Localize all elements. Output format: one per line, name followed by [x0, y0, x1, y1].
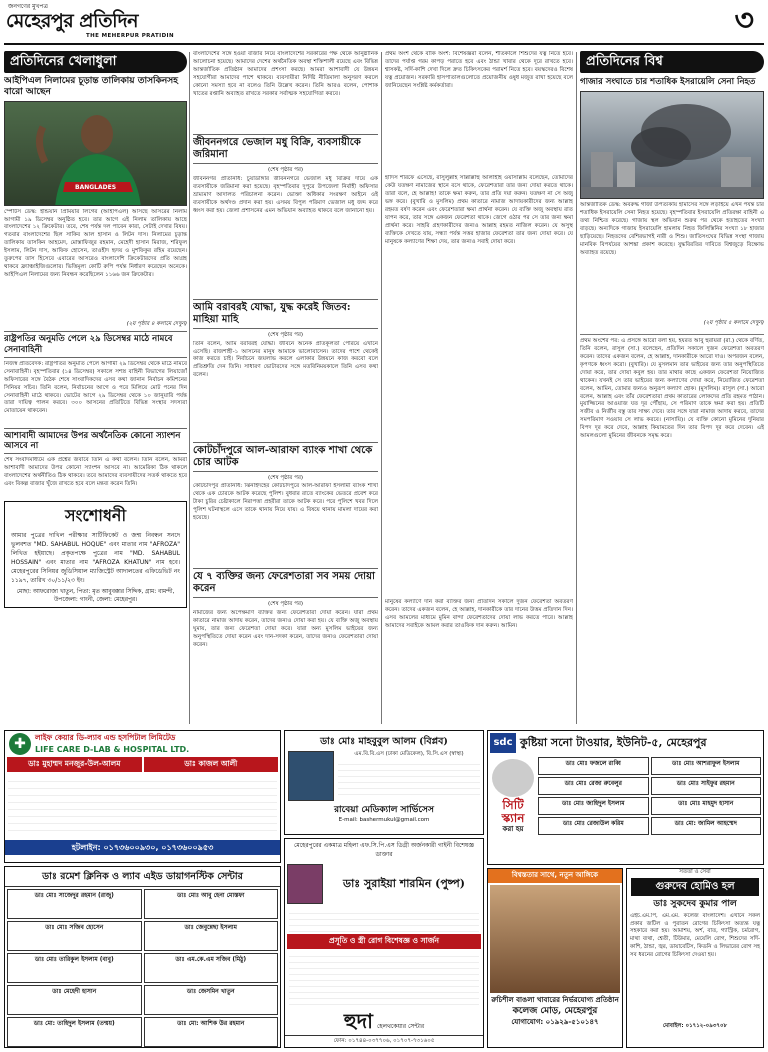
- newspaper-logo-english: THE MEHERPUR PRATIDIN: [86, 33, 175, 39]
- doctor-card: ডাঃ মেহেদী হাসান: [7, 985, 142, 1015]
- kushtia-header: [488, 731, 763, 755]
- doctor-name: ডাঃ মুহাম্মদ মনজুর-উল-আলম: [7, 757, 142, 772]
- correction-text: আমার পুত্রের দাখিল পরীক্ষার সার্টিফিকেট ও জন্ম নিবন্ধন সনদে ভুলবশত "MD. SAHABUL HOQUE" এবং মাতার নাম "AFROZA" লিখিত হইয়াছে। প্রকৃতপক্ষে পুত্রের নাম "MD. SAHABUL HOSSAIN" এবং মাতার নাম "AFROZA KHATUN" নাম হবে। মেহেরপুরের সিনিয়র জুডিসিয়াল ম্যাজিস্ট্রেট আদালতের এফিডেভিট নং ১১৯৭, তারিখ ৩০/১১/২৩ ইং।: [11, 531, 180, 584]
- doctor-photo: [288, 751, 334, 801]
- doctor-degrees: [289, 908, 479, 932]
- honey-story: জীবননগর প্রতিনিধি: চুয়াডাঙ্গার জীবননগরে ভেজাল মধু বিক্রির দায়ে এক ব্যবসায়ীকে জরিমানা করা হয়েছে। বৃহস্পতিবার দুপুরে উপজেলা নির্বাহী অফিসার ভ্রাম্যমাণ আদালত পরিচালনা করেন। ভোক্তা অধিকার সংরক্ষণ আইনে ওই ব্যবসায়ীকে অর্থদণ্ড প্রদান করা হয়। এসময় বিপুল পরিমাণ ভেজাল মধু জব্দ করে ধ্বংস করা হয়। জেলা প্রশাসনের এমন অভিযান অব্যাহত থাকবে বলে জানানো হয়।: [193, 175, 378, 214]
- doctor-card: ডাঃ মোঃ মাহমুদ হাসান: [651, 797, 762, 815]
- doctor-card: ডাঃ মো: জামিল আহম্মেদ: [651, 817, 762, 835]
- doctor-name: ডাঃ কাজল আলী: [144, 757, 279, 772]
- mahi-byline: (শেষ পৃষ্ঠার পর): [267, 331, 303, 338]
- doctor-card: ডাঃ মোঃ তারিকুল ইসলাম (বাবু): [7, 953, 142, 983]
- doctor-degree: এম.বি.বি.এস (ঢাকা মেডিকেল), বি.সি.এস (স্বাস্থ্য): [354, 751, 464, 758]
- ramesh-doctor-grid: [5, 887, 280, 1048]
- doctor-name: ডাঃ সুকদেব কুমার পাল: [653, 898, 737, 909]
- clinic-email[interactable]: E-mail: bashermukul@gmail.com: [338, 817, 430, 824]
- page-number: ৩: [734, 3, 754, 38]
- hospital-name: হুদা: [343, 1008, 373, 1033]
- gaza-story: আন্তর্জাতিক ডেস্ক: অবরুদ্ধ গাজা উপত্যকায় হামাসের সঙ্গে লড়াইয়ে এখন পর্যন্ত চার শতাধিক ইসরায়েলি সেনা নিহত হয়েছে। বৃহস্পতিবার ইসরায়েলি প্রতিরক্ষা বাহিনী এ তথ্য নিশ্চিত করেছে। গাজায় স্থল অভিযান শুরুর পর থেকে হতাহতের সংখ্যা বাড়ছে। অন্যদিকে গাজায় ইসরায়েলি হামলায় নিহত ফিলিস্তিনির সংখ্যা ১৮ হাজার ছাড়িয়েছে। নিহতদের বেশিরভাগই নারী ও শিশু। জাতিসংঘের বিভিন্ন সংস্থা গাজায় মানবিক বিপর্যয়ের আশঙ্কা প্রকাশ করেছে। যুদ্ধবিরতির দাবিতে বিশ্বজুড়ে বিক্ষোভ অব্যাহত রয়েছে।: [580, 202, 764, 256]
- doctor-specialty: প্রসূতি ও স্ত্রী রোগ বিশেষজ্ঞ ও সার্জন: [287, 934, 481, 949]
- hospital-sub: হেলথকেয়ার সেন্টার: [376, 1022, 425, 1030]
- ramesh-title: ডাঃ রমেশ ক্লিনিক ও ল্যাব এইড ডায়াগনস্টিক সেন্টার: [5, 867, 280, 887]
- sports-banner: প্রতিদিনের খেলাধুলা: [4, 51, 187, 73]
- lifecare-doctors: [5, 757, 280, 772]
- restaurant-ad[interactable]: [487, 868, 623, 1048]
- sdc-logo: sdc: [490, 733, 516, 753]
- newspaper-logo[interactable]: মেহেরপুর প্রতিদিন: [6, 10, 138, 32]
- doctor-photo: [287, 864, 323, 904]
- world-banner: প্রতিদিনের বিশ্ব: [580, 51, 764, 73]
- lifecare-title-en: LIFE CARE D-LAB & HOSPITAL LTD.: [35, 744, 190, 754]
- surayia-ad[interactable]: [284, 838, 484, 1048]
- ramesh-clinic-ad[interactable]: [4, 866, 281, 1048]
- ct-scan-label: সিটি স্ক্যান: [501, 798, 525, 826]
- army-story: নিজস্ব প্রতিবেদক: রাষ্ট্রপতির অনুমতি পেলে আগামী ২৯ ডিসেম্বর থেকে মাঠে নামবে সেনাবাহিনী। বৃহস্পতিবার (১৪ ডিসেম্বর) সকালে সশস্ত্র বাহিনী বিভাগের লিয়াজোঁ অফিসারের সঙ্গে বৈঠক শেষে সাংবাদিকদের এসব কথা জানান নির্বাচন কমিশনের সিনিয়র সচিব। তিনি বলেন, নির্বাচনের আগে ও পরে মিলিয়ে মোট পনের দিন সেনাবাহিনী মাঠে থাকবে। ভোটের আগে ২৯ ডিসেম্বর থেকে ১০ জানুয়ারি পর্যন্ত তারা দায়িত্ব পালন করবে। ৩০০ আসনের প্রতিটিতে বিভিন্ন সংস্থার সদস্যরা মোতায়েন থাকবেন।: [4, 360, 187, 415]
- restaurant-tag: বিশ্বস্ততার সাথে, নতুন আঙ্গিকে: [488, 869, 622, 883]
- tagline: জনগণের মুখপত্র: [8, 3, 48, 10]
- doctor-card: ডাঃ জেসমিন খাতুন: [144, 985, 279, 1015]
- sanction-story: শেষ সংবাদমাধ্যমে এক প্রশ্নের জবাবে তিনি এ কথা বলেন। তিনি বলেন, আমরা আশাবাদী আমাদের উপর কোনো স্যাংশন আসবে না। আমেরিকা ঠিক থাকলে বাংলাদেশের অর্থনীতিও ঠিক থাকবে। তবে আমাদের ব্যবসায়ীদের সতর্ক থাকতে হবে এবং বিকল্প বাজার খুঁজে রাখতে হবে বলে মন্তব্য করেন তিনি।: [4, 457, 187, 487]
- cross-icon: ✚: [9, 733, 31, 755]
- homeo-title: গুরুদেব হোমিও হল: [631, 878, 759, 896]
- hospital-logo: [285, 1007, 483, 1035]
- mahbubul-body: [285, 748, 483, 804]
- homeo-phone[interactable]: মোবাইল: ০১৭১২-০৯৩৭০৮: [662, 1022, 728, 1029]
- restaurant-photo: [490, 885, 620, 993]
- kushtia-title: কুষ্টিয়া সনো টাওয়ার, ইউনিট-৫, মেহেরপুর: [520, 736, 707, 750]
- column-divider: [576, 52, 577, 724]
- homeo-ad[interactable]: [626, 868, 764, 1048]
- homeo-top: সততা ও সেবা: [679, 869, 711, 875]
- headline-mahi[interactable]: আমি বরাবরই যোদ্ধা, যুদ্ধ করেই জিতব: মাহিয়া মাহি: [193, 299, 378, 329]
- ct-scan-block: [490, 757, 536, 835]
- headline-ipl[interactable]: আইপিএল নিলামের চূড়ান্ত তালিকায় তাসকিনসহ বারো আছেন: [4, 76, 178, 97]
- lifecare-ad[interactable]: [4, 730, 281, 863]
- honey-byline: (শেষ পৃষ্ঠার পর): [267, 167, 303, 173]
- health-story: প্রথম অংশ থেকে বাকি অংশ: বিশেষজ্ঞরা বলেন, শীতকালে শিশুদের যত্ন নিতে হবে। তাদের পর্যাপ্ত গরম কাপড় পরাতে হবে এবং ঠান্ডা খাবার থেকে দূরে রাখতে হবে। শ্বাসকষ্ট, সর্দি-কাশি দেখা দিলে দ্রুত চিকিৎসকের পরামর্শ নিতে হবে। বয়স্কদেরও বিশেষ যত্ন প্রয়োজন। সরকারি হাসপাতালগুলোতে প্রয়োজনীয় ওষুধ মজুত রাখা হয়েছে বলে জানিয়েছেন সংশ্লিষ্ট কর্মকর্তারা।: [385, 51, 573, 89]
- doctor-card: ডাঃ মোঃ রেজা রুবেলুর: [538, 777, 649, 795]
- kushtia-doctor-grid: [538, 757, 761, 835]
- doctor-card: ডাঃ মোঃ সাজেদুর রহমান (রাজু): [7, 889, 142, 919]
- headline-army[interactable]: রাষ্ট্রপতির অনুমতি পেলে ২৯ ডিসেম্বর মাঠে নামবে সেনাবাহিনী: [4, 331, 187, 357]
- hotline[interactable]: হটলাইন: ০১৭৩৬০০৯৩০, ০১৭৩৬০০৯৫৩: [5, 840, 280, 855]
- headline-angels[interactable]: যে ৭ ব্যক্তির জন্য ফেরেশতারা সব সময় দোয়া করেন: [193, 568, 378, 598]
- bank-story: কোটচাঁদপুর প্রতিনিধি: ঝিনাইদহের কোটচাঁদপুরে আল-আরাফা ইসলামী ব্যাংক শাখা থেকে এক চোরকে আটক করেছে পুলিশ। বুধবার রাতে ব্যাংকের ভেতরে প্রবেশ করে টাকা চুরির চেষ্টাকালে নিরাপত্তা প্রহরীরা তাকে আটক করে। পরে পুলিশে খবর দিলে পুলিশ ঘটনাস্থলে এসে তাকে থানায় নিয়ে যায়। এ বিষয়ে থানায় মামলা দায়ের করা হয়েছে।: [193, 483, 378, 522]
- column-divider: [189, 52, 190, 724]
- ipl-story: স্পোর্টস ডেস্ক: ইন্ডিয়ান প্রিমিয়ার লিগের (আইপিএল) আসছে আসরের নিলাম আগামী ১৯ ডিসেম্বর অনুষ্ঠিত হবে। তার আগে এই নিলাম তালিকায় আছে বাংলাদেশের ১২ ক্রিকেটার। তবে, শেষ পর্যন্ত দল পাবেন কারা, সেটাই দেখার বিষয়। গতবার বাংলাদেশের ছিল সাকিব আল হাসান ও লিটন দাস। নিলামের চূড়ান্ত তালিকায় তাসকিন আহমেদ, মোস্তাফিজুর রহমান, মেহেদী হাসান মিরাজ, শরিফুল ইসলাম, লিটন দাস, আফিফ হোসেন, তাওহীদ হৃদয় ও মুশফিকুর রহিম রয়েছেন। তুরুপের তাস হিসেবে এবারের আসরেও বাংলাদেশি ক্রিকেটারদের প্রতি আগ্রহ থাকবে ফ্র্যাঞ্চাইজিগুলোর। ভিত্তিমূল্য কোটি রুপি পর্যন্ত নির্ধারণ করেছেন অনেকে। আইপিএল নিলামের জন্য নিবন্ধন করেছিলেন ১১৬৬ জন ক্রিকেটার।: [4, 208, 187, 279]
- mahbubul-ad[interactable]: [284, 730, 484, 835]
- middle-top-story: বাংলাদেশের সঙ্গে হওয়া বাজার নিয়ে বাংলাদেশের সরকারের পক্ষ থেকে আনুষ্ঠানিক আলোচনা হয়েছে। আমাদের দেশের অর্থনৈতিক অবস্থা শক্তিশালী রয়েছে এবং বিভিন্ন আন্তর্জাতিক প্রতিষ্ঠান আমাদের প্রশংসা করছে। আমরা আশাবাদী যে উন্নয়ন সহযোগীরা আমাদের পাশে থাকবে। ব্যবসায়ীরা নির্দিষ্ট নীতিমালা অনুসরণ করলে কোনো সমস্যা হবে না বলেও তিনি উল্লেখ করেন। তিনি আরও বলেন, পোশাক খাতের রপ্তানি অব্যাহত রাখতে সরকার সর্বাত্মক সহযোগিতা করবে।: [193, 51, 378, 97]
- jersey-text: BANGLADES: [75, 183, 117, 191]
- doctor-name: ডাঃ সুরাইয়া শারমিন (পুষ্প): [343, 877, 465, 891]
- clinic-name: রাবেয়া মেডিক্যাল সার্ভিসেস: [334, 805, 434, 816]
- homeo-body: এইচ.এম.পি, এম.এম. কলেজ বাংলাদেশ। এখানে সকল প্রকার জটিল ও পুরাতন রোগের চিকিৎসা অত্যন্ত যত্ন সহকারে করা হয়। আমাশয়, অর্শ, বাত, গ্যাস্ট্রিক, চর্মরোগ, মাথা ব্যথা, শ্বেতী, টিউমার, মেয়েলি রোগ, শিশুদের সর্দি-কাশি, ঠান্ডা, জ্বর, ডায়াবেটিস, কিডনি ও লিভারের রোগ সহ সব ধরনের রোগের চিকিৎসা দেওয়া হয়।: [630, 912, 760, 958]
- gaza-smoke-illustration: [581, 92, 764, 199]
- correction-notice: [4, 501, 187, 608]
- right-middle-column: [385, 51, 573, 726]
- cricketer-photo: [4, 101, 187, 206]
- doctor-card: ডাঃ মোঃ ফজলে রাব্বি: [538, 757, 649, 775]
- gaza-continued: (২য় পৃষ্ঠার ৫ কলামে দেখুন): [703, 320, 764, 327]
- restaurant-address: কলেজ মোড়, মেহেরপুর: [512, 1005, 598, 1016]
- doctor-card: ডাঃ মোঃ সজিব হোসেন: [7, 921, 142, 951]
- angels-byline: (শেষ পৃষ্ঠার পর): [267, 601, 303, 608]
- kushtia-body: [488, 755, 763, 837]
- doctor-card: ডাঃ মোঃ জাহিদুল ইসলাম: [538, 797, 649, 815]
- chamber-details: [289, 951, 479, 1005]
- headline-gaza[interactable]: গাজার সংঘাতে চার শতাধিক ইসরায়েলি সেনা নিহত: [580, 77, 756, 87]
- world-column: [580, 51, 764, 726]
- mahi-story: তিনি বলেন, আমি বরাবরই যোদ্ধা। জীবনে অনেক প্রতিকূলতা পেরিয়ে এখানে এসেছি। রাজশাহী-১ আসনের মানুষ আমাকে ভালোবাসেন। তাদের পাশে থেকেই কাজ করতে চাই। নির্বাচনে জয়লাভ করলে এলাকার উন্নয়নে কাজ করবো বলে প্রতিশ্রুতি দেন তিনি। সাধারণ ভোটারদের সঙ্গে মতবিনিময়কালে তিনি এসব কথা বলেন।: [193, 340, 378, 379]
- bank-byline: (শেষ পৃষ্ঠার পর): [267, 474, 303, 481]
- doctor-card: ডাঃ মোঃ সাইফুর রহমান: [651, 777, 762, 795]
- correction-sign: মোছা: আফরোজা খাতুন, পিতা: মৃত আবুবক্কার সিদ্দিক, গ্রাম: বামন্দী, উপজেলা: গাংনী, জেলা: মেহেরপুর।: [16, 588, 175, 604]
- doctor-name: ডাঃ মোঃ মাহবুবুল আলম (বিপ্লব): [320, 736, 448, 747]
- correction-title: সংশোধনী: [64, 506, 127, 526]
- restaurant-line1: রুচিশীল বাঙলা খাবারের নির্ভরযোগ্য প্রতিষ্ঠান: [491, 994, 619, 1004]
- hadith-story: হাদিস শরিফে এসেছে, রাসুলুল্লাহ সাল্লাল্লাহু আলাইহি ওয়াসাল্লাম বলেছেন, তোমাদের কেউ যতক্ষণ নামাজের স্থানে বসে থাকে, ফেরেশতারা তার জন্য দোয়া করতে থাকে। তারা বলে, হে আল্লাহ! তাকে ক্ষমা করুন, তার প্রতি দয়া করুন। যতক্ষণ না সে অজু ভঙ্গ করে। (বুখারি ও মুসলিম) প্রথম কাতারে নামাজ আদায়কারীদের জন্য আল্লাহ রহমত বর্ষণ করেন এবং ফেরেশতারা ক্ষমা প্রার্থনা করেন। যে ব্যক্তি অজু অবস্থায় রাত যাপন করে, তার সঙ্গে একজন ফেরেশতা থাকে। জেগে ওঠার পর সে তার জন্য ক্ষমা প্রার্থনা করে। সাহরি গ্রহণকারীদের জন্যও আল্লাহ রহমত নাজিল করেন। যে অসুস্থ ব্যক্তিকে দেখতে যায়, সন্ধ্যা পর্যন্ত সত্তর হাজার ফেরেশতা তার জন্য দোয়া করে। যে মানুষকে কল্যাণের শিক্ষা দেয়, তার জন্যও সবাই দোয়া করে।: [385, 175, 573, 245]
- doctor-card: ডাঃ মো: আশিক উর রহমান: [144, 1017, 279, 1047]
- doctor-card: ডাঃ এম.কে.এম সজিব (মিঠু): [144, 953, 279, 983]
- ct-scanner-icon: [492, 759, 534, 797]
- right-column-story: প্রথম অংশের পর: এ প্রসঙ্গে আরো বলা হয়, হযরত আবু হুরায়রা (রা.) থেকে বর্ণিত, তিনি বলেন, রাসুল (সা.) বলেছেন, প্রতিদিন সকালে দুজন ফেরেশতা অবতরণ করেন। তাদের একজন বলেন, হে আল্লাহ, দানকারীকে আরো দাও। অপরজন বলেন, কৃপণকে ধ্বংস করো। (বুখারি)। যে মুসলমান তার ভাইয়ের জন্য তার অনুপস্থিতিতে দোয়া করে, তার দোয়া কবুল হয়। তার মাথার কাছে একজন ফেরেশতা নিয়োজিত থাকেন। যখনই সে তার ভাইয়ের জন্য কল্যাণের দোয়া করে, নিয়োজিত ফেরেশতা বলেন, আমিন, তোমার জন্যও অনুরূপ কল্যাণ হোক। (মুসলিম)। রাসুল (সা.) আরো বলেন, আল্লাহ এবং তাঁর ফেরেশতারা প্রথম কাতারের লোকদের প্রতি রহমত পাঠান। মুয়াজ্জিনের আওয়াজ যত দূর পৌঁছায়, সে পরিমাণ তাকে ক্ষমা করা হয়। প্রতিটি সজীব ও নির্জীব বস্তু তার সাক্ষ্য দেবে। তার সঙ্গে যারা নামাজ আদায় করবে, তাদের সমপরিমাণ সওয়াব সে লাভ করবে। (নাসায়ি)। যে ব্যক্তি কোনো মুমিনের দুনিয়ার বিপদ দূর করে দেবে, আল্লাহ কিয়ামতের দিন তার বিপদ দূর করে দেবেন। এই আমলগুলো মুমিনের জীবনকে সমৃদ্ধ করে।: [580, 334, 764, 709]
- surayia-intro: মেহেরপুরের একমাত্র মহিলা এফ.সি.পি.এস ডিগ্রী অর্জনকারী গাইনী বিশেষজ্ঞ ডাক্তার: [294, 842, 474, 858]
- charity-story: মানুষের কল্যাণে দান করা ব্যক্তির জন্য প্রতিদিন সকালে দুজন ফেরেশতা অবতরণ করেন। তাদের একজন বলেন, হে আল্লাহ, দানকারীকে তার দানের উত্তম প্রতিদান দিন। এসব আমলের মাধ্যমে মুমিন বান্দা ফেরেশতাদের দোয়া লাভ করতে পারে। আল্লাহ আমাদের সবাইকে আমল করার তাওফিক দান করুন। আমিন।: [385, 599, 573, 629]
- doctor-card: ডাঃ মোঃ রেজাউল করিম: [538, 817, 649, 835]
- kushtia-sono-ad[interactable]: [487, 730, 764, 865]
- doctor-card: ডাঃ মো: তাহিদুল ইসলাম (তন্ময়): [7, 1017, 142, 1047]
- headline-bank[interactable]: কোটচাঁদপুরে আল-আরাফা ব্যাংক শাখা থেকে চোর আটক: [193, 442, 378, 472]
- doctor-card: ডাঃ মোঃ আশরাফুল ইসলাম: [651, 757, 762, 775]
- surayia-phone[interactable]: ফোন: ০১৭৪৪-০৩৭৭০৬, ০১৭০৭-৭৩১৬০৫: [285, 1035, 483, 1046]
- gaza-photo: [580, 91, 764, 199]
- lifecare-title: লাইফ কেয়ার ডি-ল্যাব এন্ড হসপিটাল লিমিটেড: [35, 733, 176, 742]
- ipl-continued: (২য় পৃষ্ঠার ৪ কলামে দেখুন): [126, 320, 187, 327]
- middle-column: [193, 51, 378, 726]
- doctor-card: ডাঃ জেবুন্নেছা ইসলাম: [144, 921, 279, 951]
- doctor-details: [338, 759, 480, 797]
- masthead: [4, 3, 764, 45]
- headline-honey[interactable]: জীবননগরে ভেজাল মধু বিক্রি, ব্যবসায়ীকে জরিমানা: [193, 134, 378, 164]
- column-divider: [381, 52, 382, 724]
- headline-sanction[interactable]: আশাবাদী আমাদের উপর অর্থনৈতিক কোনো স্যাংশন আসবে না: [4, 428, 187, 454]
- restaurant-phone[interactable]: যোগাযোগ: ০১৯২৯-৫১০১৪৭: [511, 1017, 599, 1026]
- ct-scan-sub: করা হয়: [502, 825, 524, 834]
- angels-story: নামাজের জন্য অপেক্ষমাণ ব্যক্তির জন্য ফেরেশতারা দোয়া করেন। যারা প্রথম কাতারে নামাজ আদায় করেন, তাদের জন্যও দোয়া করা হয়। যে ব্যক্তি অজু অবস্থায় ঘুমায়, তার জন্য ফেরেশতা দোয়া করে। যারা অন্য মুসলিম ভাইয়ের জন্য অনুপস্থিতিতে দোয়া করেন এবং দান-সদকা করেন, তাদের জন্যও ফেরেশতারা দোয়া করেন।: [193, 610, 378, 648]
- lifecare-details: [8, 775, 277, 837]
- doctor-card: ডাঃ মোঃ আবু হেনা মোস্তফা: [144, 889, 279, 919]
- surayia-header: [285, 862, 483, 906]
- sports-column: [4, 51, 187, 726]
- lifecare-header: [5, 731, 280, 757]
